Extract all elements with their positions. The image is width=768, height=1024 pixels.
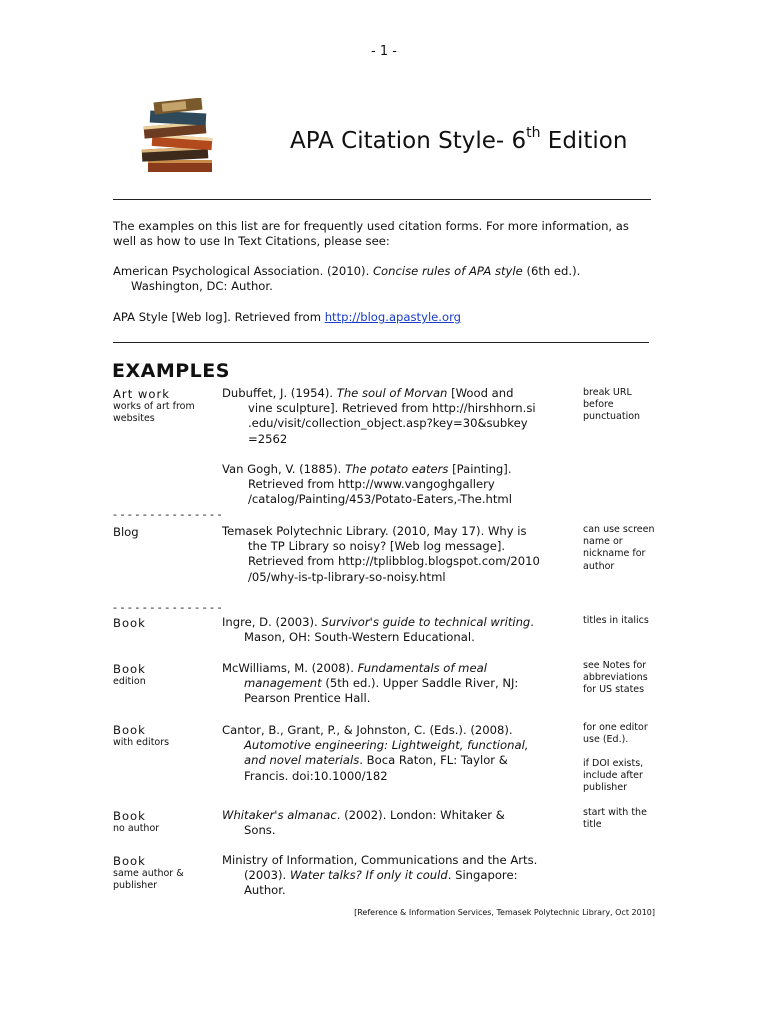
note-start-title: start with the title — [583, 807, 647, 831]
note-screen-name: can use screen name or nickname for author — [583, 524, 655, 572]
category-book-editors: Book with editors — [113, 723, 170, 748]
citation-dubuffet: Dubuffet, J. (1954). The soul of Morvan [Wood and vine sculpture]. Retrieved from http://hirshhorn.si .edu/visit/collection_object.asp?key=30&subkey =2562 — [222, 386, 536, 446]
footer-credit: [Reference & Information Services, Temasek Polytechnic Library, Oct 2010] — [354, 908, 655, 917]
category-book-edition: Book edition — [113, 662, 146, 687]
note-break-url: break URL before punctuation — [583, 387, 641, 423]
page-number: - 1 - — [371, 44, 397, 59]
separator: - - - - - - - - - - - - - - - — [113, 601, 222, 614]
citation-cantor: Cantor, B., Grant, P., & Johnston, C. (Eds.). (2008). Automotive engineering: Lightweight, functional, and novel materials. Boca Raton, FL: Taylor & Francis. doi:10.1000/182 — [222, 723, 529, 783]
note-titles-italics: titles in italics — [583, 615, 649, 626]
note-us-states: see Notes for abbreviations for US states — [583, 660, 648, 696]
reference-apa-manual: American Psychological Association. (2010). Concise rules of APA style (6th ed.). Washington, DC: Author. — [113, 264, 581, 293]
apa-blog-link[interactable]: http://blog.apastyle.org — [324, 310, 462, 324]
note-doi: if DOI exists, include after publisher — [583, 758, 644, 794]
note-one-editor: for one editor use (Ed.). — [583, 722, 648, 746]
category-book: Book — [113, 616, 146, 630]
section-rule — [113, 342, 649, 343]
category-book-same-author: Book same author & publisher — [113, 854, 184, 891]
citation-mcwilliams: McWilliams, M. (2008). Fundamentals of meal management (5th ed.). Upper Saddle River, NJ: Pearson Prentice Hall. — [222, 661, 519, 706]
separator: - - - - - - - - - - - - - - - — [113, 508, 222, 521]
title-rule — [113, 199, 651, 200]
citation-whitaker: Whitaker's almanac. (2002). London: Whitaker & Sons. — [222, 808, 505, 838]
category-blog: Blog — [113, 525, 139, 539]
citation-van-gogh: Van Gogh, V. (1885). The potato eaters [Painting]. Retrieved from http://www.vangoghgallery /catalog/Painting/453/Potato-Eaters,-The.html — [222, 462, 512, 507]
books-stack-icon — [134, 98, 220, 178]
intro-text: The examples on this list are for frequently used citation forms. For more information, as well as how to use In Text Citations, please see: — [113, 219, 629, 248]
citation-tp-blog: Temasek Polytechnic Library. (2010, May 17). Why is the TP Library so noisy? [Web log message]. Retrieved from http://tplibblog.blogspot.com/2010 /05/why-is-tp-library-so-noisy.html — [222, 524, 540, 584]
reference-apa-blog: APA Style [Web log]. Retrieved from http://blog.apastyle.org — [113, 310, 462, 324]
page-title: APA Citation Style- 6th Edition — [290, 125, 628, 154]
examples-heading: EXAMPLES — [112, 360, 230, 382]
category-artwork: Art work works of art from websites — [113, 387, 195, 424]
citation-ingre: Ingre, D. (2003). Survivor's guide to technical writing. Mason, OH: South-Western Educational. — [222, 615, 534, 645]
category-book-no-author: Book no author — [113, 809, 160, 834]
citation-ministry: Ministry of Information, Communications and the Arts. (2003). Water talks? If only it could. Singapore: Author. — [222, 853, 538, 898]
